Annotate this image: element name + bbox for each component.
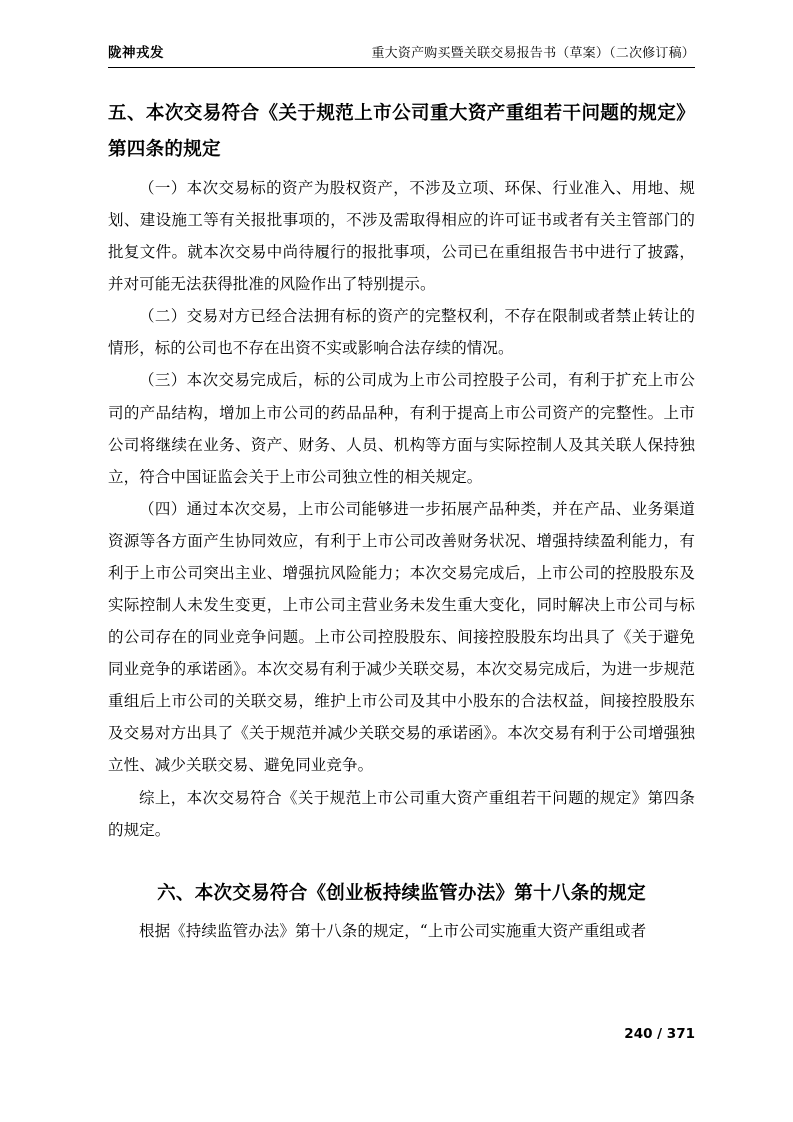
- section-heading-five: 五、本次交易符合《关于规范上市公司重大资产重组若干问题的规定》第四条的规定: [108, 102, 695, 160]
- paragraph-2: （二）交易对方已经合法拥有标的资产的完整权利，不存在限制或者禁止转让的情形，标的公司也不存在出资不实或影响合法存续的情况。: [108, 307, 695, 358]
- header-document-title: 重大资产购买暨关联交易报告书（草案）（二次修订稿）: [371, 45, 695, 61]
- section-heading-six: 六、本次交易符合《创业板持续监管办法》第十八条的规定: [157, 882, 646, 904]
- paragraph-1: （一）本次交易标的资产为股权资产，不涉及立项、环保、行业准入、用地、规划、建设施工等有关报批事项的，不涉及需取得相应的许可证书或者有关主管部门的批复文件。就本次交易中尚待履行的报批事项，公司已在重组报告书中进行了披露，并对可能无法获得批准的风险作出了特别提示。: [108, 179, 695, 294]
- page-number: 240 / 371: [624, 1026, 695, 1042]
- paragraph-3: （三）本次交易完成后，标的公司成为上市公司控股子公司，有利于扩充上市公司的产品结构，增加上市公司的药品品种，有利于提高上市公司资产的完整性。上市公司将继续在业务、资产、财务、人员、机构等方面与实际控制人及其关联人保持独立，符合中国证监会关于上市公司独立性的相关规定。: [108, 371, 695, 486]
- header-company-name: 陇神戎发: [108, 45, 164, 61]
- page-footer: [108, 1026, 695, 1042]
- paragraph-5-summary: 综上，本次交易符合《关于规范上市公司重大资产重组若干问题的规定》第四条的规定。: [108, 788, 695, 839]
- page-header: [108, 44, 695, 68]
- page-content: [108, 44, 695, 947]
- paragraph-4: （四）通过本次交易，上市公司能够进一步拓展产品种类，并在产品、业务渠道资源等各方面产生协同效应，有利于上市公司改善财务状况、增强持续盈利能力，有利于上市公司突出主业、增强抗风险能力；本次交易完成后，上市公司的控股股东及实际控制人未发生变更，上市公司主营业务未发生重大变化，同时解决上市公司与标的公司存在的同业竞争问题。上市公司控股股东、间接控股股东均出具了《关于避免同业竞争的承诺函》。本次交易有利于减少关联交易，本次交易完成后，为进一步规范重组后上市公司的关联交易，维护上市公司及其中小股东的合法权益，间接控股股东及交易对方出具了《关于规范并减少关联交易的承诺函》。本次交易有利于公司增强独立性、减少关联交易、避免同业竞争。: [108, 499, 695, 775]
- paragraph-6: 根据《持续监管办法》第十八条的规定，“上市公司实施重大资产重组或者: [139, 921, 647, 940]
